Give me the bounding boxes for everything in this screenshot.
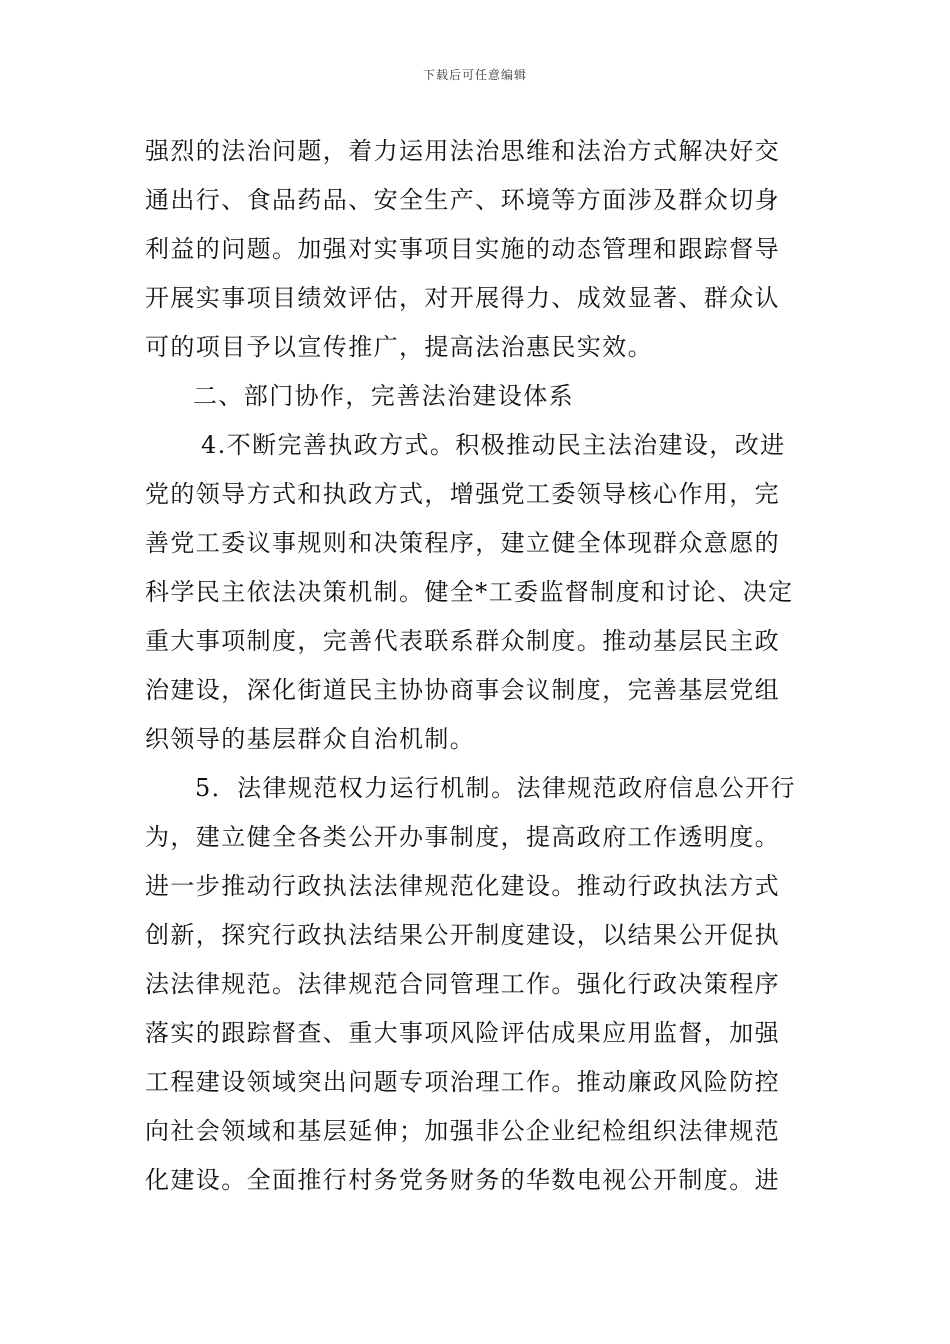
- text-line: 善党工委议事规则和决策程序，建立健全体现群众意愿的: [145, 529, 780, 557]
- text-line: 进一步推动行政执法法律规范化建设。推动行政执法方式: [145, 872, 780, 900]
- section-heading: 二、部门协作，完善法治建设体系: [193, 382, 574, 410]
- document-body: [145, 127, 807, 1205]
- text-line: 工程建设领域突出问题专项治理工作。推动廉政风险防控: [145, 1068, 780, 1096]
- text-line: 为，建立健全各类公开办事制度，提高政府工作透明度。: [145, 823, 780, 851]
- text-line: 可的项目予以宣传推广，提高法治惠民实效。: [145, 333, 653, 361]
- page-header-note: 下载后可任意编辑: [422, 68, 527, 82]
- text-line: 织领导的基层群众自治机制。: [145, 725, 476, 753]
- text-line: 向社会领域和基层延伸；加强非公企业纪检组织法律规范: [145, 1117, 780, 1145]
- text-line: 治建设，深化街道民主协协商事会议制度，完善基层党组: [145, 676, 780, 704]
- text-line: 党的领导方式和执政方式，增强党工委领导核心作用，完: [145, 480, 780, 508]
- text-line: 强烈的法治问题，着力运用法治思维和法治方式解决好交: [145, 137, 780, 165]
- text-line: 开展实事项目绩效评估，对开展得力、成效显著、群众认: [145, 284, 780, 312]
- text-line: 法法律规范。法律规范合同管理工作。强化行政决策程序: [145, 970, 780, 998]
- text-line: 科学民主依法决策机制。健全*工委监督制度和讨论、决定: [145, 578, 794, 606]
- text-line: 落实的跟踪督查、重大事项风险评估成果应用监督，加强: [145, 1019, 780, 1047]
- text-line: 通出行、食品药品、安全生产、环境等方面涉及群众切身: [145, 186, 780, 214]
- paragraph-start-line: 5．法律规范权力运行机制。法律规范政府信息公开行: [195, 774, 796, 802]
- text-line: 利益的问题。加强对实事项目实施的动态管理和跟踪督导: [145, 235, 780, 263]
- text-line: 化建设。全面推行村务党务财务的华数电视公开制度。进: [145, 1166, 780, 1194]
- paragraph-start-line: 4.不断完善执政方式。积极推动民主法治建设，改进: [201, 431, 786, 459]
- text-line: 创新，探究行政执法结果公开制度建设，以结果公开促执: [145, 921, 780, 949]
- text-line: 重大事项制度，完善代表联系群众制度。推动基层民主政: [145, 627, 780, 655]
